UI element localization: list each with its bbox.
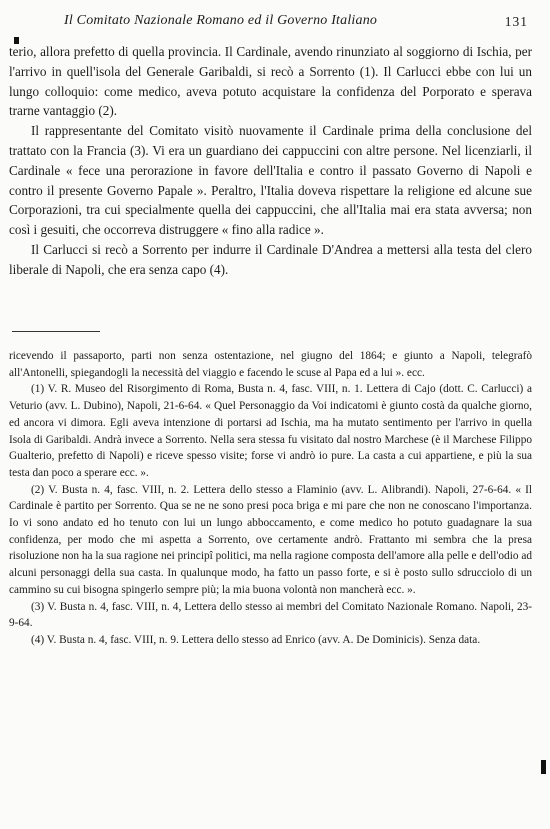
footnote: (1) V. R. Museo del Risorgimento di Roma, Busta n. 4, fasc. VIII, n. 1. Lettera di Cajo (dott. C. Carlucci) a Veturio (avv. L. Dubino), Napoli, 21-6-64. « Quel Personaggio da Voi indicatomi è giunto costà da qualche giorno, ed ancora vi dimora. Egli aveva intenzione di portarsi ad Ischia, ma ha mutato sentimento per l'arrivo in quella Isola di Garibaldi. Andrà invece a Sorrento. Nella sera stessa fu visitato dal nostro Marchese (è il Marchese Filippo Gualterio, prefetto di Napoli) e riceve spesso visite; forse vi andrò io pure. La casta a cui appartiene, e più la sua testa dan poco a sperare ecc. ». <box>9 383 532 479</box>
footnotes <box>9 348 532 649</box>
page-number: 131 <box>504 14 528 29</box>
footnote-continuation: ricevendo il passaporto, parti non senza ostentazione, nel giugno del 1864; e giunto a Napoli, telegrafò all'Antonelli, spiegandogli la necessità del viaggio e facendo le scuse al Papa ed a lui ». ecc. <box>9 350 532 379</box>
body-paragraph: Il rappresentante del Comitato visitò nuovamente il Cardinale prima della conclusione del trattato con la Francia (3). Vi era un guardiano dei cappuccini con altre persone. Nel licenziarli, il Cardinale « fece una perorazione in favore dell'Italia e contro il passato Governo di Napoli e contro il presente Governo Papale ». Peraltro, l'Italia doveva rispettare la religione ed alcune sue Corporazioni, tra cui specialmente quella dei cappuccini, che all'Italia mai era stata avversa; non così i gesuiti, che occorreva distruggere « fino alla radice ». <box>9 123 532 238</box>
ink-blot-mark <box>541 760 546 774</box>
running-title: Il Comitato Nazionale Romano ed il Governo Italiano <box>64 13 378 28</box>
body-paragraph: terio, allora prefetto di quella provincia. Il Cardinale, avendo rinunziato al soggiorno di Ischia, per l'arrivo in quell'isola del Generale Garibaldi, si recò a Sorrento (1). Il Carlucci ebbe con lui un lungo colloquio: come medico, aveva potuto acquistare la confidenza del Porporato e sperava trarne vantaggio (2). <box>9 44 532 119</box>
ink-blot-mark <box>14 37 19 44</box>
body-paragraph: Il Carlucci si recò a Sorrento per indurre il Cardinale D'Andrea a mettersi alla testa del clero liberale di Napoli, che era senza capo (4). <box>9 241 532 277</box>
footnote: (3) V. Busta n. 4, fasc. VIII, n. 4, Lettera dello stesso ai membri del Comitato Nazionale Romano. Napoli, 23-9-64. <box>9 600 532 630</box>
footnote: (2) V. Busta n. 4, fasc. VIII, n. 2. Lettera dello stesso a Flaminio (avv. L. Alibrandi). Napoli, 27-6-64. « Il Cardinale è partito per Sorrento. Qua se ne ne sono presi poca briga e mi pare che non ne conoscano l'importanza. Io vi sono andato ed ho tenuto con lui un lungo abboccamento, e come medico ho potuto guadagnare la sua confidenza, per modo che mi aspetta a Sorrento, ove certamente andrò. Frattanto mi sembra che la presa risoluzione non ha la sua ragione nei principî politici, ma nella ragione composta dell'amore alla pelle e dell'odio ad alcuni personaggi della sua casta. In qualunque modo, ha fatto un passo forte, e si è posto sullo sdrucciolo di un cammino su cui bisogna spingerlo sempre più; la mia buona volontà non mancherà ecc. ». <box>9 483 532 596</box>
body-text <box>9 42 532 280</box>
footnote: (4) V. Busta n. 4, fasc. VIII, n. 9. Lettera dello stesso ad Enrico (avv. A. De Dominicis). Senza data. <box>31 633 481 646</box>
page-header <box>34 13 532 35</box>
footnote-separator <box>12 331 100 332</box>
